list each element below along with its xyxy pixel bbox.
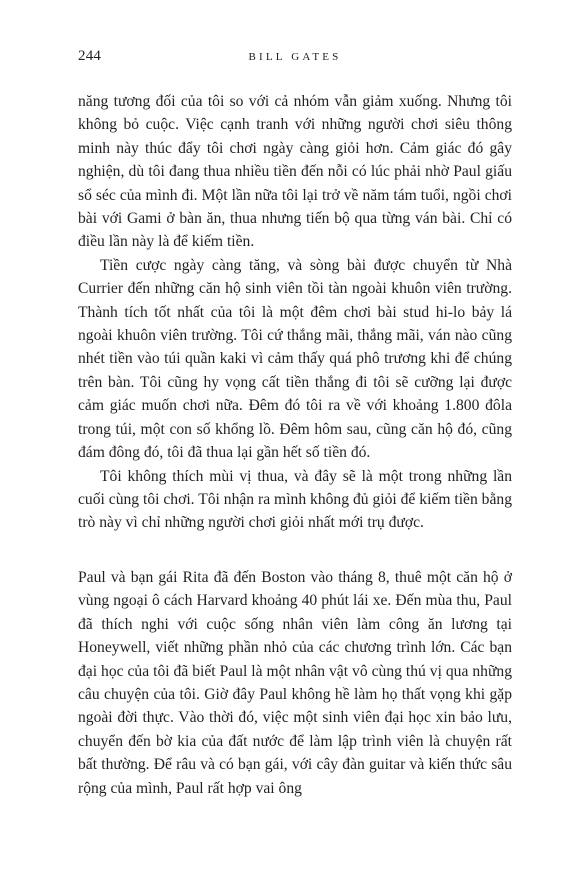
paragraph-4: Paul và bạn gái Rita đã đến Boston vào tháng 8, thuê một căn hộ ở vùng ngoại ô cách Harvard khoảng 40 phút lái xe. Đến mùa thu, Paul đã thích nghi với cuộc sống nhân viên làm công ăn lương tại Honeywell, viết những phần nhỏ của các chương trình lớn. Các bạn đại học của tôi đã biết Paul là một nhân vật vô cùng thú vị qua những câu chuyện của tôi. Giờ đây Paul không hề làm họ thất vọng khi gặp ngoài đời thực. Vào thời đó, việc một sinh viên đại học xin bảo lưu, chuyển đến bờ kia của đất nước để làm lập trình viên là chuyện rất bất thường. Để râu và có bạn gái, với cây đàn guitar và kiến thức sâu rộng của mình, Paul rất hợp vai ông: [78, 569, 512, 797]
running-head: [78, 48, 512, 68]
text-section-1: [78, 90, 512, 535]
paragraph-1: năng tương đối của tôi so với cả nhóm vẫn giảm xuống. Nhưng tôi không bỏ cuộc. Việc cạnh tranh với những người chơi siêu thông minh này thúc đẩy tôi chơi ngày càng giỏi hơn. Cảm giác đó gây nghiện, dù tôi đang thua nhiều tiền đến nỗi có lúc phải nhờ Paul giấu sổ séc của mình đi. Một lần nữa tôi lại trở về năm tám tuổi, ngồi chơi bài với Gami ở bàn ăn, thua nhưng tiến bộ qua từng ván bài. Chỉ có điều lần này là để kiếm tiền.: [78, 93, 512, 251]
paragraph-2: Tiền cược ngày càng tăng, và sòng bài được chuyển từ Nhà Currier đến những căn hộ sinh viên tồi tàn ngoài khuôn viên trường. Thành tích tốt nhất của tôi là một đêm chơi bài stud hi-lo bảy lá ngoài khuôn viên trường. Tôi cứ thắng mãi, thắng mãi, ván nào cũng nhét tiền vào túi quần kaki vì cảm thấy quá phô trương khi để chúng trên bàn. Tôi cũng hy vọng cất tiền thắng đi tôi sẽ cưỡng lại được cảm giác muốn chơi nữa. Đêm đó tôi ra về với khoảng 1.800 đôla trong túi, một con số khổng lồ. Đêm hôm sau, cũng căn hộ đó, cũng đám đông đó, tôi đã thua lại gần hết số tiền đó.: [78, 256, 512, 462]
text-section-2: [78, 566, 512, 800]
paragraph-3: Tôi không thích mùi vị thua, và đây sẽ là một trong những lần cuối cùng tôi chơi. Tôi nhận ra mình không đủ giỏi để kiếm tiền bằng trò này vì chỉ những người chơi giỏi nhất mới trụ được.: [78, 467, 512, 532]
page-number: 244: [78, 48, 102, 64]
running-head-author: BILL GATES: [248, 51, 342, 63]
